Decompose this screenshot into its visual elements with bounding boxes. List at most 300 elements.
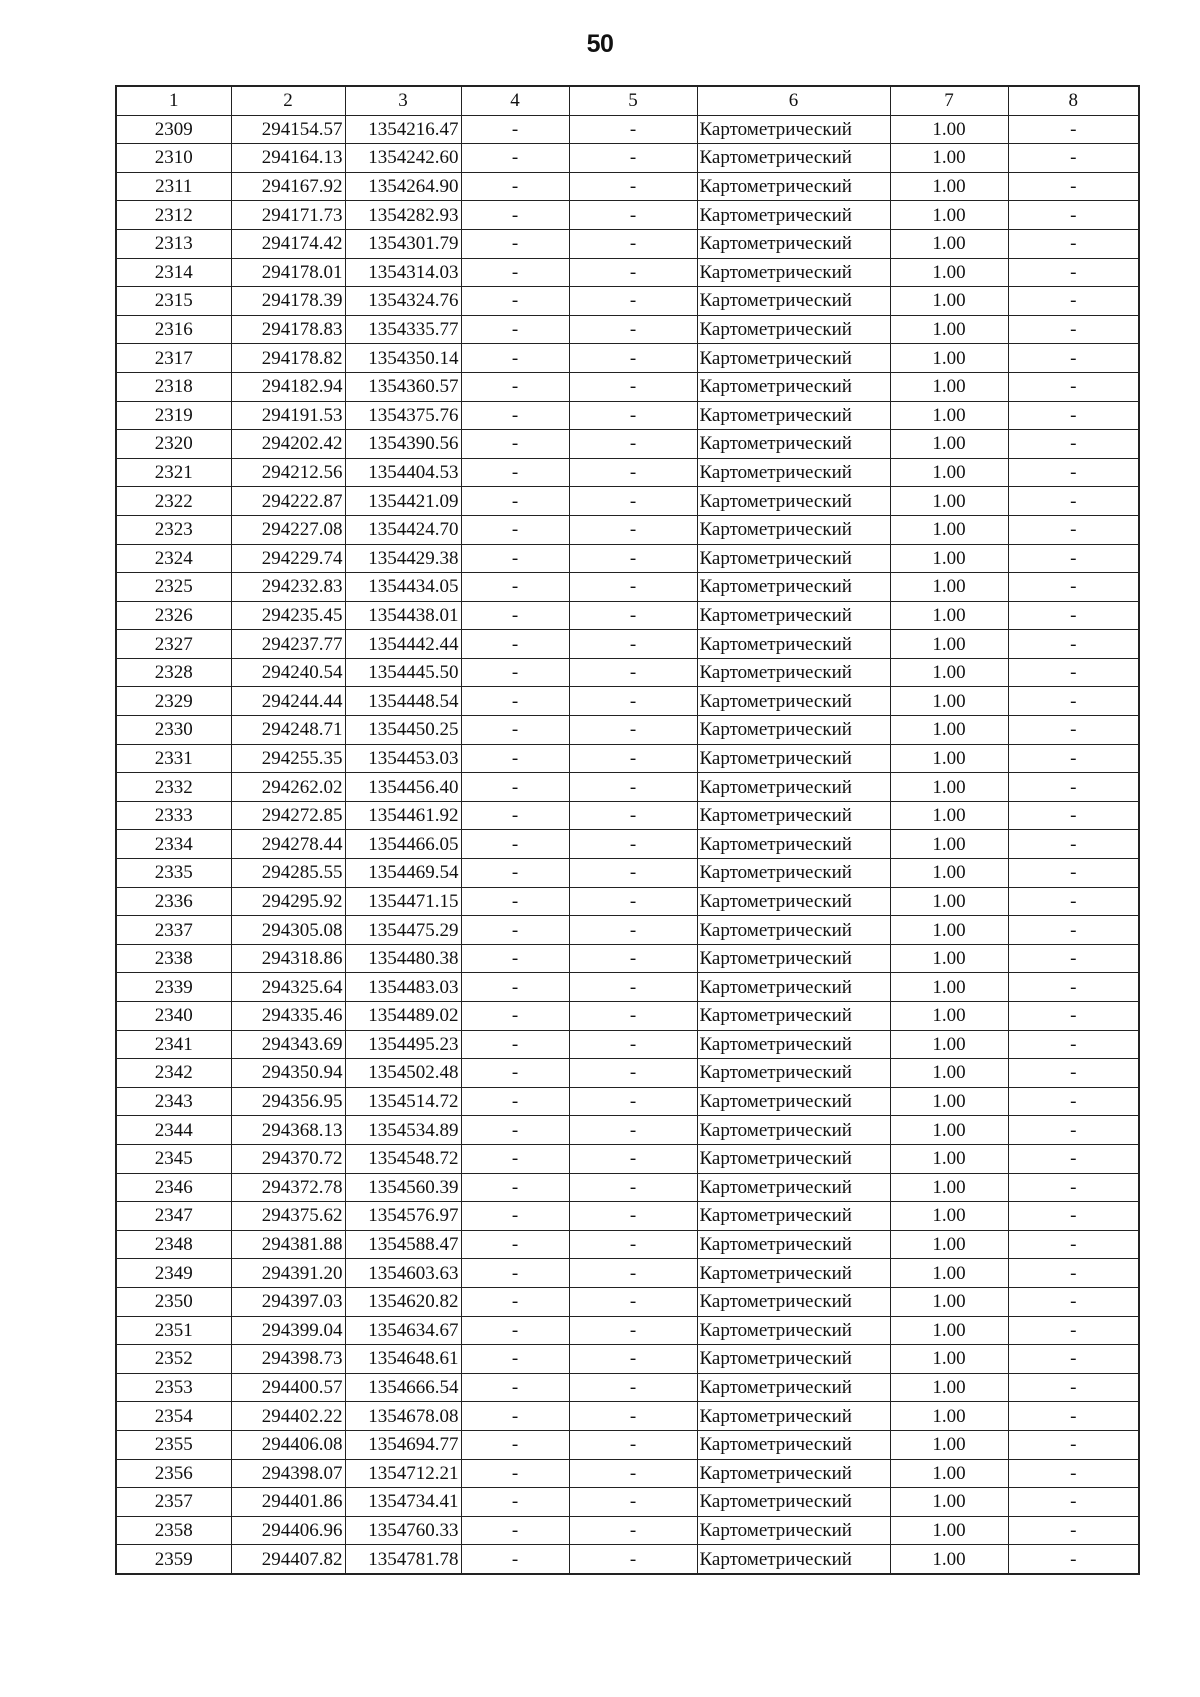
point-number-cell: 2344 [116,1116,231,1145]
table-row [116,1373,1139,1402]
col8-cell: - [1008,658,1139,687]
point-number-cell: 2312 [116,201,231,230]
col8-cell: - [1008,344,1139,373]
method-cell: Картометрический [697,573,890,602]
table-body [116,115,1139,1574]
col4-cell: - [461,916,569,945]
col4-cell: - [461,1144,569,1173]
col8-cell: - [1008,430,1139,459]
col8-cell: - [1008,401,1139,430]
accuracy-cell: 1.00 [890,229,1008,258]
col4-cell: - [461,1287,569,1316]
col8-cell: - [1008,1402,1139,1431]
col5-cell: - [569,1459,697,1488]
col4-cell: - [461,1402,569,1431]
accuracy-cell: 1.00 [890,144,1008,173]
accuracy-cell: 1.00 [890,1144,1008,1173]
col5-cell: - [569,1430,697,1459]
x-coordinate-cell: 294240.54 [231,658,345,687]
column-header-1: 1 [116,86,231,115]
table-row [116,144,1139,173]
accuracy-cell: 1.00 [890,1545,1008,1574]
accuracy-cell: 1.00 [890,1202,1008,1231]
accuracy-cell: 1.00 [890,1087,1008,1116]
accuracy-cell: 1.00 [890,1316,1008,1345]
x-coordinate-cell: 294305.08 [231,916,345,945]
table-row [116,1230,1139,1259]
point-number-cell: 2336 [116,887,231,916]
col8-cell: - [1008,1459,1139,1488]
table-row [116,1488,1139,1517]
col8-cell: - [1008,1144,1139,1173]
col4-cell: - [461,401,569,430]
x-coordinate-cell: 294397.03 [231,1287,345,1316]
accuracy-cell: 1.00 [890,687,1008,716]
y-coordinate-cell: 1354466.05 [345,830,461,859]
point-number-cell: 2319 [116,401,231,430]
point-number-cell: 2318 [116,372,231,401]
x-coordinate-cell: 294398.07 [231,1459,345,1488]
y-coordinate-cell: 1354450.25 [345,716,461,745]
col8-cell: - [1008,859,1139,888]
table-row [116,1545,1139,1574]
page-number: 50 [586,30,614,58]
y-coordinate-cell: 1354448.54 [345,687,461,716]
x-coordinate-cell: 294350.94 [231,1059,345,1088]
point-number-cell: 2356 [116,1459,231,1488]
col5-cell: - [569,630,697,659]
col5-cell: - [569,973,697,1002]
point-number-cell: 2325 [116,573,231,602]
accuracy-cell: 1.00 [890,1287,1008,1316]
col4-cell: - [461,573,569,602]
y-coordinate-cell: 1354456.40 [345,773,461,802]
table-row [116,1316,1139,1345]
x-coordinate-cell: 294212.56 [231,458,345,487]
col5-cell: - [569,458,697,487]
col4-cell: - [461,201,569,230]
x-coordinate-cell: 294406.96 [231,1516,345,1545]
col8-cell: - [1008,544,1139,573]
y-coordinate-cell: 1354314.03 [345,258,461,287]
table-row [116,544,1139,573]
method-cell: Картометрический [697,487,890,516]
point-number-cell: 2335 [116,859,231,888]
x-coordinate-cell: 294368.13 [231,1116,345,1145]
table-row [116,859,1139,888]
table-row [116,630,1139,659]
col8-cell: - [1008,1516,1139,1545]
col5-cell: - [569,1116,697,1145]
col8-cell: - [1008,1373,1139,1402]
method-cell: Картометрический [697,1545,890,1574]
col4-cell: - [461,430,569,459]
point-number-cell: 2346 [116,1173,231,1202]
accuracy-cell: 1.00 [890,401,1008,430]
col8-cell: - [1008,801,1139,830]
method-cell: Картометрический [697,401,890,430]
col4-cell: - [461,801,569,830]
col5-cell: - [569,1144,697,1173]
col5-cell: - [569,1030,697,1059]
col5-cell: - [569,1230,697,1259]
method-cell: Картометрический [697,916,890,945]
point-number-cell: 2348 [116,1230,231,1259]
x-coordinate-cell: 294171.73 [231,201,345,230]
table-row [116,573,1139,602]
x-coordinate-cell: 294343.69 [231,1030,345,1059]
col4-cell: - [461,172,569,201]
point-number-cell: 2359 [116,1545,231,1574]
method-cell: Картометрический [697,1287,890,1316]
col4-cell: - [461,1202,569,1231]
col8-cell: - [1008,1087,1139,1116]
col8-cell: - [1008,229,1139,258]
x-coordinate-cell: 294178.83 [231,315,345,344]
method-cell: Картометрический [697,115,890,144]
table-row [116,315,1139,344]
y-coordinate-cell: 1354648.61 [345,1345,461,1374]
table-row [116,1059,1139,1088]
col8-cell: - [1008,687,1139,716]
point-number-cell: 2343 [116,1087,231,1116]
point-number-cell: 2337 [116,916,231,945]
point-number-cell: 2340 [116,1002,231,1031]
table-row [116,887,1139,916]
col5-cell: - [569,544,697,573]
accuracy-cell: 1.00 [890,630,1008,659]
method-cell: Картометрический [697,973,890,1002]
table-row [116,1259,1139,1288]
col5-cell: - [569,515,697,544]
y-coordinate-cell: 1354548.72 [345,1144,461,1173]
col5-cell: - [569,115,697,144]
y-coordinate-cell: 1354469.54 [345,859,461,888]
accuracy-cell: 1.00 [890,1430,1008,1459]
col8-cell: - [1008,1488,1139,1517]
point-number-cell: 2314 [116,258,231,287]
col5-cell: - [569,859,697,888]
y-coordinate-cell: 1354453.03 [345,744,461,773]
x-coordinate-cell: 294285.55 [231,859,345,888]
table-row [116,229,1139,258]
x-coordinate-cell: 294400.57 [231,1373,345,1402]
table-row [116,773,1139,802]
table-row [116,1459,1139,1488]
y-coordinate-cell: 1354390.56 [345,430,461,459]
y-coordinate-cell: 1354404.53 [345,458,461,487]
accuracy-cell: 1.00 [890,258,1008,287]
method-cell: Картометрический [697,1430,890,1459]
method-cell: Картометрический [697,716,890,745]
y-coordinate-cell: 1354445.50 [345,658,461,687]
y-coordinate-cell: 1354216.47 [345,115,461,144]
method-cell: Картометрический [697,630,890,659]
point-number-cell: 2355 [116,1430,231,1459]
y-coordinate-cell: 1354489.02 [345,1002,461,1031]
accuracy-cell: 1.00 [890,801,1008,830]
col5-cell: - [569,916,697,945]
col8-cell: - [1008,1202,1139,1231]
point-number-cell: 2310 [116,144,231,173]
x-coordinate-cell: 294222.87 [231,487,345,516]
col8-cell: - [1008,716,1139,745]
column-header-5: 5 [569,86,697,115]
table-row [116,115,1139,144]
method-cell: Картометрический [697,1259,890,1288]
y-coordinate-cell: 1354634.67 [345,1316,461,1345]
col4-cell: - [461,1087,569,1116]
accuracy-cell: 1.00 [890,287,1008,316]
col5-cell: - [569,315,697,344]
col8-cell: - [1008,172,1139,201]
col4-cell: - [461,487,569,516]
method-cell: Картометрический [697,773,890,802]
point-number-cell: 2352 [116,1345,231,1374]
col8-cell: - [1008,916,1139,945]
x-coordinate-cell: 294248.71 [231,716,345,745]
method-cell: Картометрический [697,1373,890,1402]
accuracy-cell: 1.00 [890,1173,1008,1202]
col4-cell: - [461,1059,569,1088]
x-coordinate-cell: 294398.73 [231,1345,345,1374]
accuracy-cell: 1.00 [890,1259,1008,1288]
column-header-3: 3 [345,86,461,115]
accuracy-cell: 1.00 [890,1345,1008,1374]
col8-cell: - [1008,744,1139,773]
table-row [116,372,1139,401]
y-coordinate-cell: 1354576.97 [345,1202,461,1231]
method-cell: Картометрический [697,1345,890,1374]
col4-cell: - [461,973,569,1002]
col4-cell: - [461,1173,569,1202]
point-number-cell: 2326 [116,601,231,630]
table-row [116,801,1139,830]
accuracy-cell: 1.00 [890,487,1008,516]
x-coordinate-cell: 294272.85 [231,801,345,830]
col5-cell: - [569,944,697,973]
col8-cell: - [1008,1030,1139,1059]
x-coordinate-cell: 294407.82 [231,1545,345,1574]
method-cell: Картометрический [697,1144,890,1173]
y-coordinate-cell: 1354712.21 [345,1459,461,1488]
accuracy-cell: 1.00 [890,830,1008,859]
col4-cell: - [461,1316,569,1345]
col4-cell: - [461,458,569,487]
table-row [116,458,1139,487]
accuracy-cell: 1.00 [890,1030,1008,1059]
col8-cell: - [1008,1230,1139,1259]
accuracy-cell: 1.00 [890,601,1008,630]
x-coordinate-cell: 294399.04 [231,1316,345,1345]
col5-cell: - [569,344,697,373]
col4-cell: - [461,658,569,687]
method-cell: Картометрический [697,1030,890,1059]
accuracy-cell: 1.00 [890,1230,1008,1259]
point-number-cell: 2351 [116,1316,231,1345]
y-coordinate-cell: 1354480.38 [345,944,461,973]
col5-cell: - [569,1516,697,1545]
table-row [116,1002,1139,1031]
col5-cell: - [569,1373,697,1402]
method-cell: Картометрический [697,859,890,888]
table-row [116,201,1139,230]
col5-cell: - [569,229,697,258]
col5-cell: - [569,1202,697,1231]
y-coordinate-cell: 1354301.79 [345,229,461,258]
col8-cell: - [1008,144,1139,173]
col4-cell: - [461,944,569,973]
method-cell: Картометрический [697,172,890,201]
y-coordinate-cell: 1354324.76 [345,287,461,316]
col5-cell: - [569,1259,697,1288]
method-cell: Картометрический [697,144,890,173]
col5-cell: - [569,1545,697,1574]
x-coordinate-cell: 294178.01 [231,258,345,287]
point-number-cell: 2332 [116,773,231,802]
table-row [116,287,1139,316]
table-row [116,716,1139,745]
point-number-cell: 2329 [116,687,231,716]
point-number-cell: 2321 [116,458,231,487]
y-coordinate-cell: 1354421.09 [345,487,461,516]
method-cell: Картометрический [697,1173,890,1202]
point-number-cell: 2339 [116,973,231,1002]
col4-cell: - [461,229,569,258]
y-coordinate-cell: 1354471.15 [345,887,461,916]
accuracy-cell: 1.00 [890,716,1008,745]
accuracy-cell: 1.00 [890,458,1008,487]
point-number-cell: 2334 [116,830,231,859]
point-number-cell: 2309 [116,115,231,144]
x-coordinate-cell: 294381.88 [231,1230,345,1259]
col4-cell: - [461,1030,569,1059]
method-cell: Картометрический [697,1059,890,1088]
table-row [116,1430,1139,1459]
y-coordinate-cell: 1354734.41 [345,1488,461,1517]
col5-cell: - [569,716,697,745]
point-number-cell: 2345 [116,1144,231,1173]
x-coordinate-cell: 294318.86 [231,944,345,973]
point-number-cell: 2347 [116,1202,231,1231]
y-coordinate-cell: 1354588.47 [345,1230,461,1259]
col4-cell: - [461,1430,569,1459]
col5-cell: - [569,1287,697,1316]
col4-cell: - [461,687,569,716]
y-coordinate-cell: 1354442.44 [345,630,461,659]
y-coordinate-cell: 1354335.77 [345,315,461,344]
col5-cell: - [569,1087,697,1116]
column-header-6: 6 [697,86,890,115]
y-coordinate-cell: 1354483.03 [345,973,461,1002]
point-number-cell: 2349 [116,1259,231,1288]
accuracy-cell: 1.00 [890,1116,1008,1145]
x-coordinate-cell: 294154.57 [231,115,345,144]
col4-cell: - [461,830,569,859]
x-coordinate-cell: 294174.42 [231,229,345,258]
accuracy-cell: 1.00 [890,1059,1008,1088]
col4-cell: - [461,1230,569,1259]
y-coordinate-cell: 1354781.78 [345,1545,461,1574]
col8-cell: - [1008,630,1139,659]
col5-cell: - [569,201,697,230]
table-row [116,258,1139,287]
col8-cell: - [1008,515,1139,544]
y-coordinate-cell: 1354475.29 [345,916,461,945]
y-coordinate-cell: 1354678.08 [345,1402,461,1431]
col5-cell: - [569,144,697,173]
col4-cell: - [461,1459,569,1488]
point-number-cell: 2322 [116,487,231,516]
y-coordinate-cell: 1354495.23 [345,1030,461,1059]
accuracy-cell: 1.00 [890,1002,1008,1031]
point-number-cell: 2327 [116,630,231,659]
accuracy-cell: 1.00 [890,515,1008,544]
y-coordinate-cell: 1354666.54 [345,1373,461,1402]
x-coordinate-cell: 294325.64 [231,973,345,1002]
method-cell: Картометрический [697,1116,890,1145]
col5-cell: - [569,172,697,201]
point-number-cell: 2320 [116,430,231,459]
col5-cell: - [569,1488,697,1517]
y-coordinate-cell: 1354620.82 [345,1287,461,1316]
y-coordinate-cell: 1354534.89 [345,1116,461,1145]
accuracy-cell: 1.00 [890,773,1008,802]
x-coordinate-cell: 294335.46 [231,1002,345,1031]
x-coordinate-cell: 294191.53 [231,401,345,430]
accuracy-cell: 1.00 [890,859,1008,888]
y-coordinate-cell: 1354360.57 [345,372,461,401]
method-cell: Картометрический [697,1402,890,1431]
col5-cell: - [569,372,697,401]
y-coordinate-cell: 1354264.90 [345,172,461,201]
x-coordinate-cell: 294164.13 [231,144,345,173]
method-cell: Картометрический [697,1316,890,1345]
col8-cell: - [1008,1059,1139,1088]
table-row [116,687,1139,716]
method-cell: Картометрический [697,1488,890,1517]
col4-cell: - [461,1116,569,1145]
table-row [116,1202,1139,1231]
col5-cell: - [569,401,697,430]
table-row [116,1030,1139,1059]
method-cell: Картометрический [697,1230,890,1259]
method-cell: Картометрический [697,344,890,373]
point-number-cell: 2316 [116,315,231,344]
accuracy-cell: 1.00 [890,315,1008,344]
col5-cell: - [569,658,697,687]
x-coordinate-cell: 294402.22 [231,1402,345,1431]
table-row [116,944,1139,973]
x-coordinate-cell: 294255.35 [231,744,345,773]
col4-cell: - [461,1002,569,1031]
col4-cell: - [461,258,569,287]
x-coordinate-cell: 294235.45 [231,601,345,630]
accuracy-cell: 1.00 [890,1459,1008,1488]
x-coordinate-cell: 294202.42 [231,430,345,459]
y-coordinate-cell: 1354502.48 [345,1059,461,1088]
accuracy-cell: 1.00 [890,430,1008,459]
col5-cell: - [569,601,697,630]
accuracy-cell: 1.00 [890,115,1008,144]
point-number-cell: 2330 [116,716,231,745]
x-coordinate-cell: 294167.92 [231,172,345,201]
point-number-cell: 2353 [116,1373,231,1402]
col5-cell: - [569,1002,697,1031]
accuracy-cell: 1.00 [890,573,1008,602]
col4-cell: - [461,1373,569,1402]
col8-cell: - [1008,601,1139,630]
